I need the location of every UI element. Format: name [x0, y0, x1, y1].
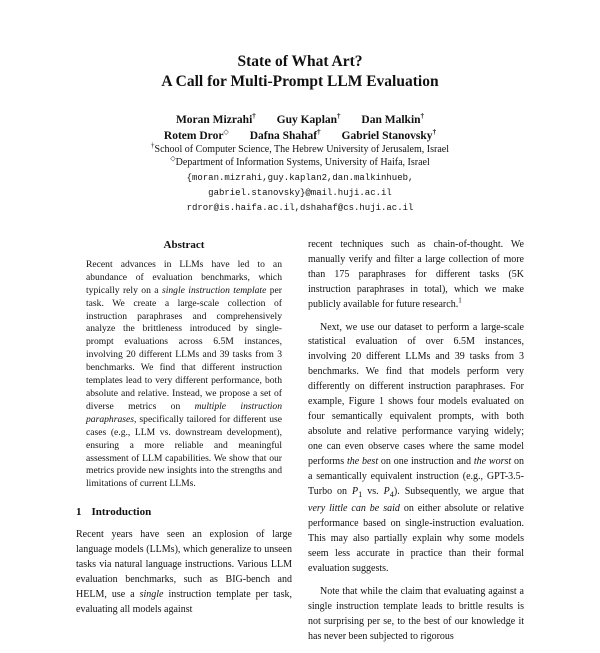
abstract-body: Recent advances in LLMs have led to an abundance of evaluation benchmarks, which typically rely on a single instruction template per task. We create a large-scale collection of instruction paraphrases and comprehensively analyze the brittleness introduced by single-prompt evaluations across 6.5M instances, involving 20 different LLMs and 39 tasks from 3 benchmarks. We find that different instruction templates lead to very different performance, both absolute and relative. Instead, we propose a set of diverse metrics on multiple instruction paraphrases, specifically tailored for different use cases (e.g., LLM vs. downstream development), ensuring a more reliable and meaningful assessment of LLM capabilities. We show that our metrics provide new insights into the strengths and limitations of current LLMs.: [86, 258, 283, 490]
author-row-1: [0, 112, 600, 128]
right-column: [308, 238, 524, 653]
left-column: [76, 238, 292, 626]
email-block: [0, 171, 600, 216]
section-heading-introduction: 1 Introduction: [76, 506, 152, 519]
email-line: rdror@is.haifa.ac.il,dshahaf@cs.huji.ac.il: [186, 203, 414, 213]
title-line-2: A Call for Multi-Prompt LLM Evaluation: [161, 73, 439, 90]
body-paragraph: recent techniques such as chain-of-thought. We manually verify and filter a large collection of more than 175 paraphrases for different tasks (5K instruction paraphrases in total), which we make publicly available for future research.$^1$: [308, 239, 524, 310]
footnote-marker: 1: [458, 296, 462, 305]
author: Dafna Shahaf†: [249, 128, 321, 142]
paper-title: [0, 52, 600, 92]
author: Rotem Dror◇: [163, 128, 229, 142]
email-line: {moran.mizrahi,guy.kaplan2,dan.malkinhueb,: [186, 173, 414, 183]
author: Guy Kaplan†: [276, 112, 341, 126]
body-paragraph: Next, we use our dataset to perform a large-scale statistical evaluation of over 6.5M instances, involving 20 different LLMs and 39 tasks from 3 benchmarks. We find that models perform very differently on different instruction paraphrases. For example, Figure 1 shows four models evaluated on four semantically equivalent prompts, with both absolute and relative performance varying widely; one can even observe cases where the same model performs the best on one instruction and the worst on a semantically equivalent instruction (e.g., GPT-3.5-Turbo on $P_1$ vs. $P_4$). Subsequently, we argue that very little can be said on either absolute or relative performance based on single-instruction evaluation. This may also partially explain why some models seem less accurate in practice than their formal evaluation suggests.: [308, 321, 524, 575]
title-line-1: State of What Art?: [237, 53, 363, 70]
author-list: [0, 112, 600, 144]
author: Gabriel Stanovsky†: [341, 128, 437, 142]
author-row-2: [0, 128, 600, 144]
email-line: gabriel.stanovsky}@mail.huji.ac.il: [208, 188, 392, 198]
affiliation: ◇Department of Information Systems, University of Haifa, Israel: [170, 154, 430, 168]
author: Dan Malkin†: [361, 112, 425, 126]
abstract-heading: Abstract: [163, 239, 205, 251]
affiliation: †School of Computer Science, The Hebrew University of Jerusalem, Israel: [151, 141, 449, 155]
affiliations: [0, 143, 600, 169]
intro-paragraph: Recent years have seen an explosion of large language models (LLMs), which generalize to unseen tasks via natural language instructions. Various LLM evaluation benchmarks, such as BIG-bench and HELM, use a single instruction template per task, evaluating all models against: [76, 529, 292, 615]
body-paragraph: Note that while the claim that evaluating against a single instruction template leads to brittle results is not surprising per se, to the best of our knowledge it has never been subjected to rigorous: [308, 585, 524, 642]
author: Moran Mizrahi†: [175, 112, 256, 126]
